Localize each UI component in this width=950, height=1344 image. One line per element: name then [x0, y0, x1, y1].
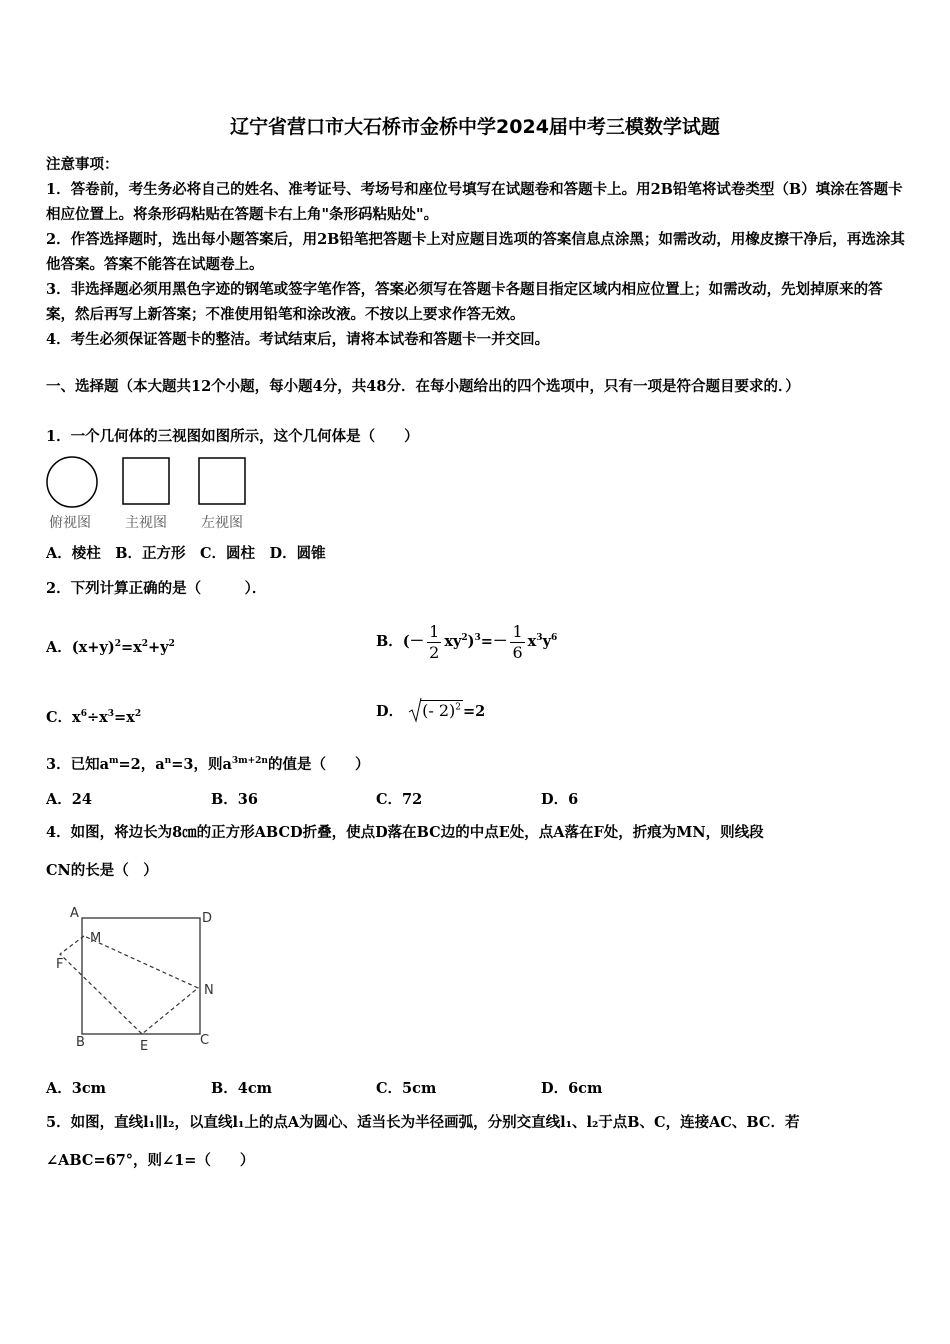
notes-section	[46, 152, 906, 352]
q2-option-c	[46, 706, 141, 727]
q2b-text: xy	[444, 633, 462, 650]
square-shape	[196, 456, 252, 512]
denominator: 6	[512, 642, 523, 662]
sqrt-expression	[408, 701, 463, 720]
denominator: 2	[429, 642, 440, 662]
front-view-label: 主视图	[125, 515, 167, 531]
sqrt-icon	[408, 697, 422, 723]
q2b-exp: 2	[461, 633, 468, 644]
q4-option-b: B．4cm	[211, 1080, 273, 1097]
q4-option-a: A．3cm	[46, 1080, 107, 1097]
top-view-label: 俯视图	[49, 515, 91, 531]
q1-options: A．棱柱 B．正方形 C．圆柱 D．圆锥	[46, 545, 326, 562]
section-1-text: 一、选择题（本大题共12个小题，每小题4分，共48分．在每小题给出的四个选项中，只有一项是符合题目要求的．）	[46, 378, 800, 395]
q2-stem: 2．下列计算正确的是（ ）．	[46, 580, 267, 597]
label-a: A	[70, 906, 79, 921]
q2a-exp: 2	[168, 639, 175, 650]
section-heading	[46, 374, 906, 399]
label-e: E	[140, 1039, 149, 1054]
q2b-text: B．(－	[376, 633, 425, 650]
question-4-cont	[46, 858, 906, 883]
numerator: 1	[512, 621, 523, 641]
q2a-text: +y	[148, 639, 169, 656]
fraction	[510, 622, 524, 663]
q2-option-b	[376, 612, 557, 672]
circle-shape	[44, 456, 100, 512]
question-2	[46, 576, 906, 601]
q2b-exp: 3	[536, 633, 543, 644]
q1-stem: 1．一个几何体的三视图如图所示，这个几何体是（ ）	[46, 428, 419, 445]
label-b: B	[76, 1035, 85, 1050]
label-c: C	[200, 1033, 210, 1048]
q3-exp: n	[164, 756, 172, 767]
q4-option-c: C．5cm	[376, 1080, 437, 1097]
q2b-exp: 3	[474, 633, 481, 644]
q2c-text: =x	[114, 709, 135, 726]
q5-line-2: ∠ABC=67°，则∠1=（ ）	[46, 1152, 255, 1169]
note-item-2: 2．作答选择题时，选出每小题答案后，用2B铅笔把答题卡上对应题目选项的答案信息点涂黑；如需改动，用橡皮擦干净后，再选涂其他答案。答案不能答在试题卷上。	[46, 231, 905, 273]
question-5	[46, 1110, 906, 1135]
q2b-text: )	[467, 633, 475, 650]
label-n: N	[204, 983, 214, 998]
q4-line-1: 4．如图，将边长为8㎝的正方形ABCD折叠，使点D落在BC边的中点E处，点A落在F处，折痕为MN，则线段	[46, 824, 764, 841]
q3-text: 3．已知a	[46, 756, 109, 773]
q2d-text: D．	[376, 703, 404, 720]
q2c-exp: 3	[107, 709, 115, 720]
q3-text: =2，a	[118, 756, 165, 773]
label-m: M	[90, 931, 102, 946]
q2-option-d	[376, 700, 485, 721]
q3-text: 的值是（ ）	[267, 756, 370, 773]
q4-line-2: CN的长是（ ）	[46, 862, 158, 879]
fold-lines	[60, 936, 198, 1034]
label-f: F	[56, 957, 64, 972]
question-1	[46, 424, 906, 449]
q3-option-c: C．72	[376, 791, 423, 808]
q2b-text: =－	[480, 633, 508, 650]
top-view	[44, 456, 96, 532]
numerator: 1	[429, 621, 440, 641]
q2c-exp: 6	[80, 709, 87, 720]
front-view	[120, 456, 172, 532]
note-item-3: 3．非选择题必须用黑色字迹的钢笔或签字笔作答，答案必须写在答题卡各题目指定区域内相应位置上；如需改动，先划掉原来的答案，然后再写上新答案；不准使用铅笔和涂改液。不按以上要求作答无效。	[46, 281, 883, 323]
q2-option-a	[46, 636, 175, 657]
radicand-exp: 2	[455, 702, 462, 713]
three-views-figure	[44, 456, 254, 532]
note-item-1: 1．答卷前，考生务必将自己的姓名、准考证号、考场号和座位号填写在试题卷和答题卡上。用2B铅笔将试卷类型（B）填涂在答题卡相应位置上。将条形码粘贴在答题卡右上角"条形码粘贴处"。	[46, 181, 903, 223]
square-shape	[120, 456, 176, 512]
q2b-text: y	[542, 633, 551, 650]
side-view	[196, 456, 248, 532]
q2a-exp: 2	[114, 639, 121, 650]
page-title: 辽宁省营口市大石桥市金桥中学2024届中考三模数学试题	[230, 116, 720, 138]
radicand: (- 2)	[422, 701, 456, 720]
q3-option-a: A．24	[46, 791, 92, 808]
q2a-exp: 2	[141, 639, 149, 650]
q2b-exp: 6	[551, 633, 558, 644]
side-view-label: 左视图	[201, 515, 243, 531]
note-item-4: 4．考生必须保证答题卡的整洁。考试结束后，请将本试卷和答题卡一并交回。	[46, 331, 550, 348]
geometry-diagram	[48, 902, 228, 1062]
q2b-text: x	[527, 633, 537, 650]
q2a-text: A．(x+y)	[46, 639, 115, 656]
q3-option-b: B．36	[211, 791, 258, 808]
question-5-cont	[46, 1148, 906, 1173]
fraction	[427, 622, 441, 663]
q3-stem	[46, 752, 906, 777]
q2c-text: ÷x	[86, 709, 108, 726]
q2a-text: =x	[120, 639, 142, 656]
q2d-text: =2	[463, 703, 486, 720]
q3-exp: m	[108, 756, 119, 767]
q2c-exp: 2	[134, 709, 142, 720]
notes-heading: 注意事项：	[46, 156, 119, 173]
q3-exp: 3m+2n	[231, 756, 268, 767]
fold-square-figure	[48, 902, 228, 1062]
question-3	[46, 752, 906, 777]
label-d: D	[202, 911, 213, 926]
q3-option-d: D．6	[541, 791, 579, 808]
q3-text: =3，则a	[171, 756, 232, 773]
q4-option-d: D．6cm	[541, 1080, 603, 1097]
q2c-text: C．x	[46, 709, 81, 726]
question-4	[46, 820, 906, 845]
q5-line-1: 5．如图，直线l₁∥l₂，以直线l₁上的点A为圆心、适当长为半径画弧，分别交直线l₁、l₂于点B、C，连接AC、BC．若	[46, 1114, 800, 1131]
